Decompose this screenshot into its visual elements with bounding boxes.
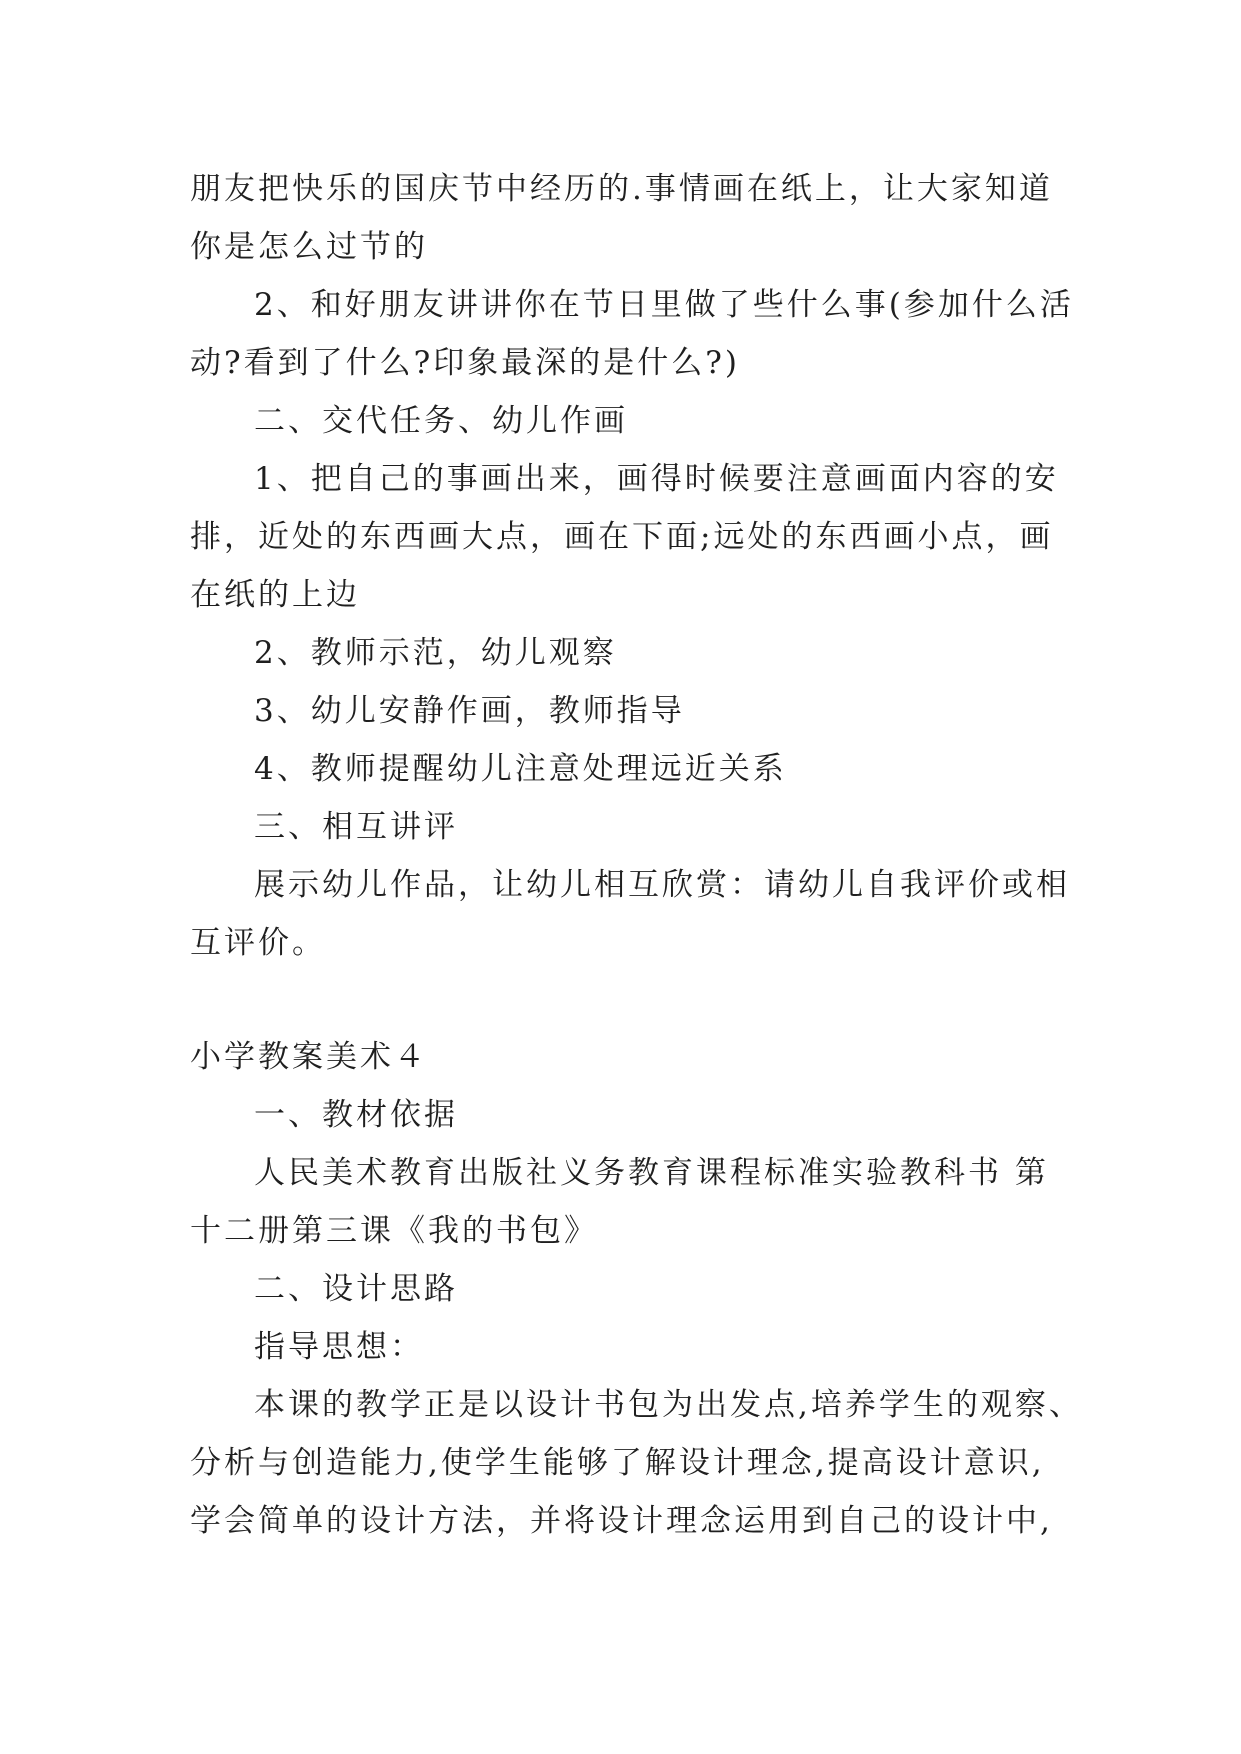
text-line: 三、相互讲评	[254, 809, 458, 845]
paragraph-step-1-draw	[190, 450, 1070, 624]
document-body	[190, 160, 1083, 1550]
paragraph-design-idea-heading	[190, 1260, 1070, 1318]
paragraph-step-2-demo	[190, 624, 1070, 682]
text-line: 排，近处的东西画大点，画在下面;远处的东西画小点，画	[190, 519, 1054, 555]
text-line: 展示幼儿作品，让幼儿相互欣赏：请幼儿自我评价或相	[254, 867, 1070, 903]
text-line: 朋友把快乐的国庆节中经历的.事情画在纸上，让大家知道	[190, 171, 1053, 207]
text-line: 指导思想：	[254, 1329, 424, 1365]
lesson-title: 小学教案美术４	[190, 1039, 428, 1075]
text-line: 一、教材依据	[254, 1097, 458, 1133]
paragraph-guiding-thought	[190, 1376, 1083, 1550]
paragraph-guiding-thought-label	[190, 1318, 1070, 1376]
text-line: 1、把自己的事画出来，画得时候要注意画面内容的安	[254, 461, 1059, 497]
text-line: 人民美术教育出版社义务教育课程标准实验教科书 第	[254, 1155, 1049, 1191]
paragraph-section-2-heading	[190, 392, 1070, 450]
text-line: 互评价。	[190, 925, 326, 961]
text-line: 2、和好朋友讲讲你在节日里做了些什么事(参加什么活	[254, 287, 1074, 323]
paragraph-step-2-talk	[190, 276, 1074, 392]
paragraph-section-3-heading	[190, 798, 1070, 856]
text-line: 学会简单的设计方法，并将设计理念运用到自己的设计中,	[190, 1503, 1053, 1539]
paragraph-continuation	[190, 160, 1070, 276]
text-line: 3、幼儿安静作画，教师指导	[254, 693, 685, 729]
section-gap	[190, 972, 1070, 1028]
paragraph-step-3-quiet	[190, 682, 1070, 740]
text-line: 十二册第三课《我的书包》	[190, 1213, 598, 1249]
text-line: 在纸的上边	[190, 577, 360, 613]
paragraph-step-4-remind	[190, 740, 1070, 798]
text-line: 二、设计思路	[254, 1271, 458, 1307]
text-line: 2、教师示范，幼儿观察	[254, 635, 617, 671]
text-line: 4、教师提醒幼儿注意处理远近关系	[254, 751, 787, 787]
text-line: 本课的教学正是以设计书包为出发点,培养学生的观察、	[254, 1387, 1083, 1423]
text-line: 你是怎么过节的	[190, 229, 428, 265]
text-line: 分析与创造能力,使学生能够了解设计理念,提高设计意识,	[190, 1445, 1045, 1481]
text-line: 动?看到了什么?印象最深的是什么?)	[190, 345, 740, 381]
text-line: 二、交代任务、幼儿作画	[254, 403, 628, 439]
paragraph-textbook-basis-heading	[190, 1086, 1070, 1144]
paragraph-textbook-basis	[190, 1144, 1070, 1260]
paragraph-display-works	[190, 856, 1070, 972]
